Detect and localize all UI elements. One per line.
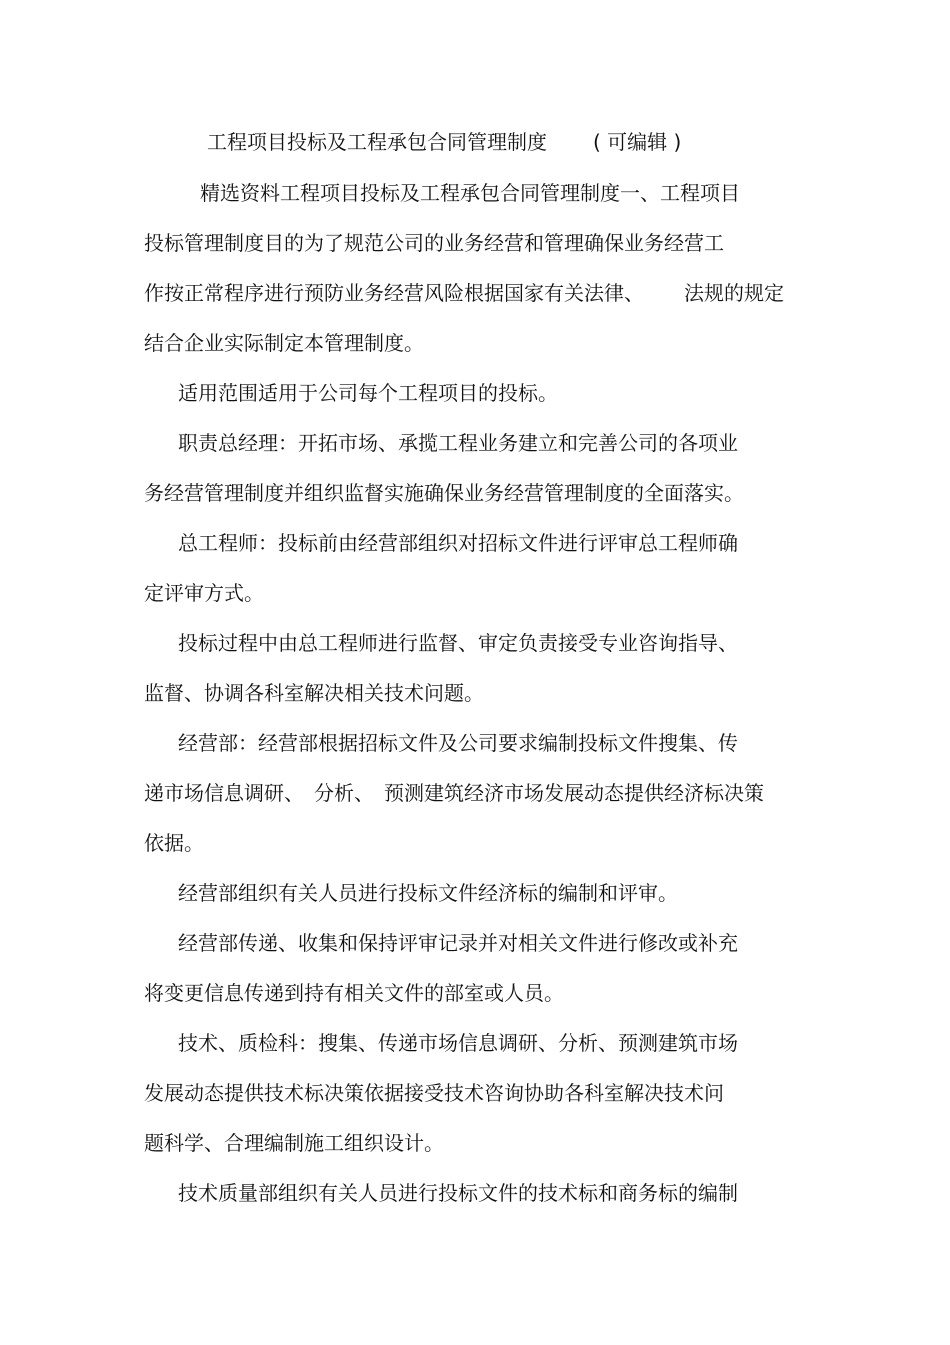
- paragraph-line: 结合企业实际制定本管理制度。: [144, 331, 424, 355]
- paragraph-line: 监督、协调各科室解决相关技术问题。: [144, 681, 484, 705]
- paragraph-line: 作按正常程序进行预防业务经营风险根据国家有关法律、 法规的规定: [144, 281, 784, 305]
- paragraph-line: 投标管理制度目的为了规范公司的业务经营和管理确保业务经营工: [144, 231, 724, 255]
- paragraph-line: 依据。: [144, 831, 204, 855]
- paragraph-line: 投标过程中由总工程师进行监督、审定负责接受专业咨询指导、: [178, 631, 738, 655]
- paragraph-line: 递市场信息调研、 分析、 预测建筑经济市场发展动态提供经济标决策: [144, 781, 764, 805]
- paragraph-line: 职责总经理：开拓市场、承揽工程业务建立和完善公司的各项业: [178, 431, 738, 455]
- paragraph-line: 技术、质检科：搜集、传递市场信息调研、分析、预测建筑市场: [178, 1031, 738, 1055]
- paragraph-line: 技术质量部组织有关人员进行投标文件的技术标和商务标的编制: [178, 1181, 738, 1205]
- title-suffix: ( 可编辑 ): [593, 130, 682, 154]
- paragraph-line: 经营部组织有关人员进行投标文件经济标的编制和评审。: [178, 881, 678, 905]
- paragraph-line: 精选资料工程项目投标及工程承包合同管理制度一、工程项目: [200, 181, 740, 205]
- paragraph-line: 总工程师：投标前由经营部组织对招标文件进行评审总工程师确: [178, 531, 738, 555]
- paragraph-line: 经营部传递、收集和保持评审记录并对相关文件进行修改或补充: [178, 931, 738, 955]
- paragraph-line: 适用范围适用于公司每个工程项目的投标。: [178, 381, 558, 405]
- paragraph-line: 发展动态提供技术标决策依据接受技术咨询协助各科室解决技术问: [144, 1081, 724, 1105]
- title-text: 工程项目投标及工程承包合同管理制度: [207, 130, 547, 154]
- paragraph-line: 题科学、合理编制施工组织设计。: [144, 1131, 444, 1155]
- paragraph-line: 务经营管理制度并组织监督实施确保业务经营管理制度的全面落实。: [144, 481, 744, 505]
- document-title: [207, 127, 681, 157]
- paragraph-line: 定评审方式。: [144, 581, 264, 605]
- paragraph-line: 经营部：经营部根据招标文件及公司要求编制投标文件搜集、传: [178, 731, 738, 755]
- paragraph-line: 将变更信息传递到持有相关文件的部室或人员。: [144, 981, 564, 1005]
